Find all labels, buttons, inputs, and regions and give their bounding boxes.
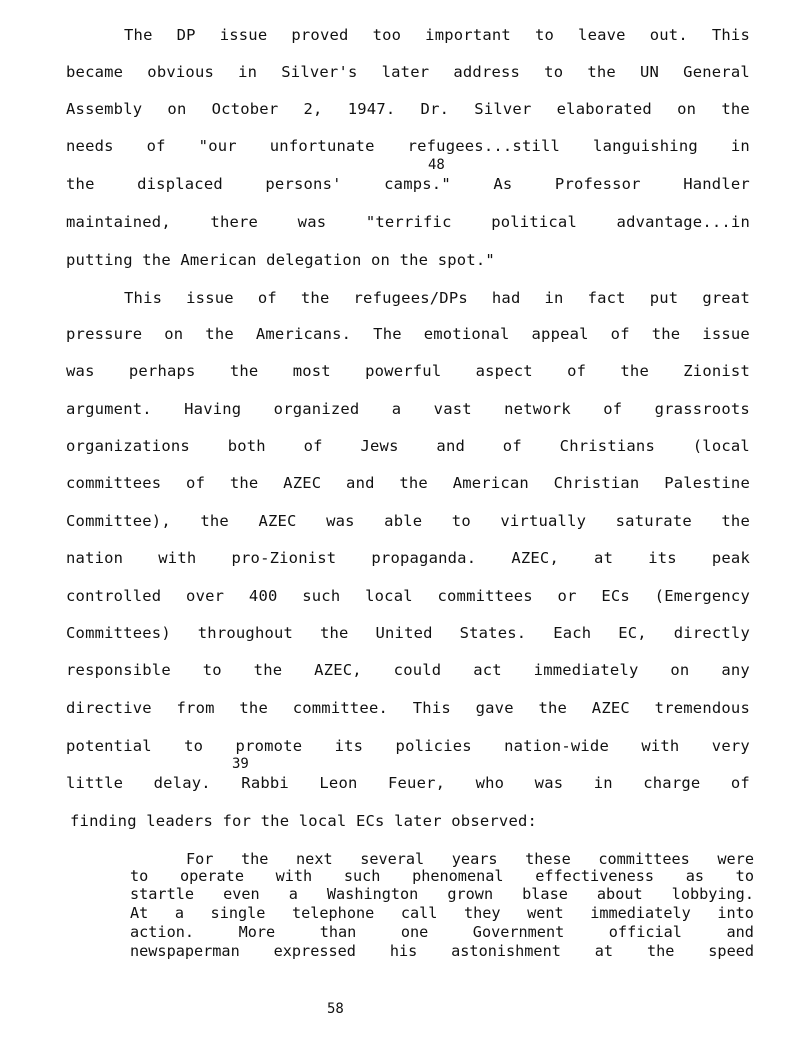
quote-line: For the next several years these committees were [186, 850, 754, 868]
footnote-marker: 48 [428, 157, 445, 173]
text-line: committees of the AZEC and the American Christian Palestine [66, 474, 750, 492]
text-line: This issue of the refugees/DPs had in fact put great [124, 289, 750, 307]
text-line: nation with pro-Zionist propaganda. AZEC, at its peak [66, 549, 750, 567]
text-line: became obvious in Silver's later address to the UN General [66, 63, 750, 81]
text-line: potential to promote its policies nation-wide with very [66, 737, 750, 755]
text-line: pressure on the Americans. The emotional appeal of the issue [66, 325, 750, 343]
quote-line: to operate with such phenomenal effectiveness as to [130, 867, 754, 885]
text-line: putting the American delegation on the spot." [66, 251, 495, 269]
text-line: Committee), the AZEC was able to virtually saturate the [66, 512, 750, 530]
quote-line: At a single telephone call they went immediately into [130, 904, 754, 922]
quote-line: newspaperman expressed his astonishment at the speed [130, 942, 754, 960]
footnote-marker: 39 [232, 756, 249, 772]
text-line: The DP issue proved too important to leave out. This [124, 26, 750, 44]
text-line: Assembly on October 2, 1947. Dr. Silver elaborated on the [66, 100, 750, 118]
text-line: little delay. Rabbi Leon Feuer, who was in charge of [66, 774, 750, 792]
quote-line: action. More than one Government official and [130, 923, 754, 941]
text-line: Committees) throughout the United States. Each EC, directly [66, 624, 750, 642]
text-line: organizations both of Jews and of Christians (local [66, 437, 750, 455]
page-number: 58 [327, 1001, 344, 1017]
text-line: argument. Having organized a vast network of grassroots [66, 400, 750, 418]
text-line: maintained, there was "terrific political advantage...in [66, 213, 750, 231]
quote-line: startle even a Washington grown blase about lobbying. [130, 885, 754, 903]
text-line: the displaced persons' camps." As Professor Handler [66, 175, 750, 193]
text-line: needs of "our unfortunate refugees...still languishing in [66, 137, 750, 155]
text-line: was perhaps the most powerful aspect of the Zionist [66, 362, 750, 380]
text-line: finding leaders for the local ECs later observed: [70, 812, 538, 830]
text-line: directive from the committee. This gave the AZEC tremendous [66, 699, 750, 717]
text-line: controlled over 400 such local committees or ECs (Emergency [66, 587, 750, 605]
text-line: responsible to the AZEC, could act immediately on any [66, 661, 750, 679]
